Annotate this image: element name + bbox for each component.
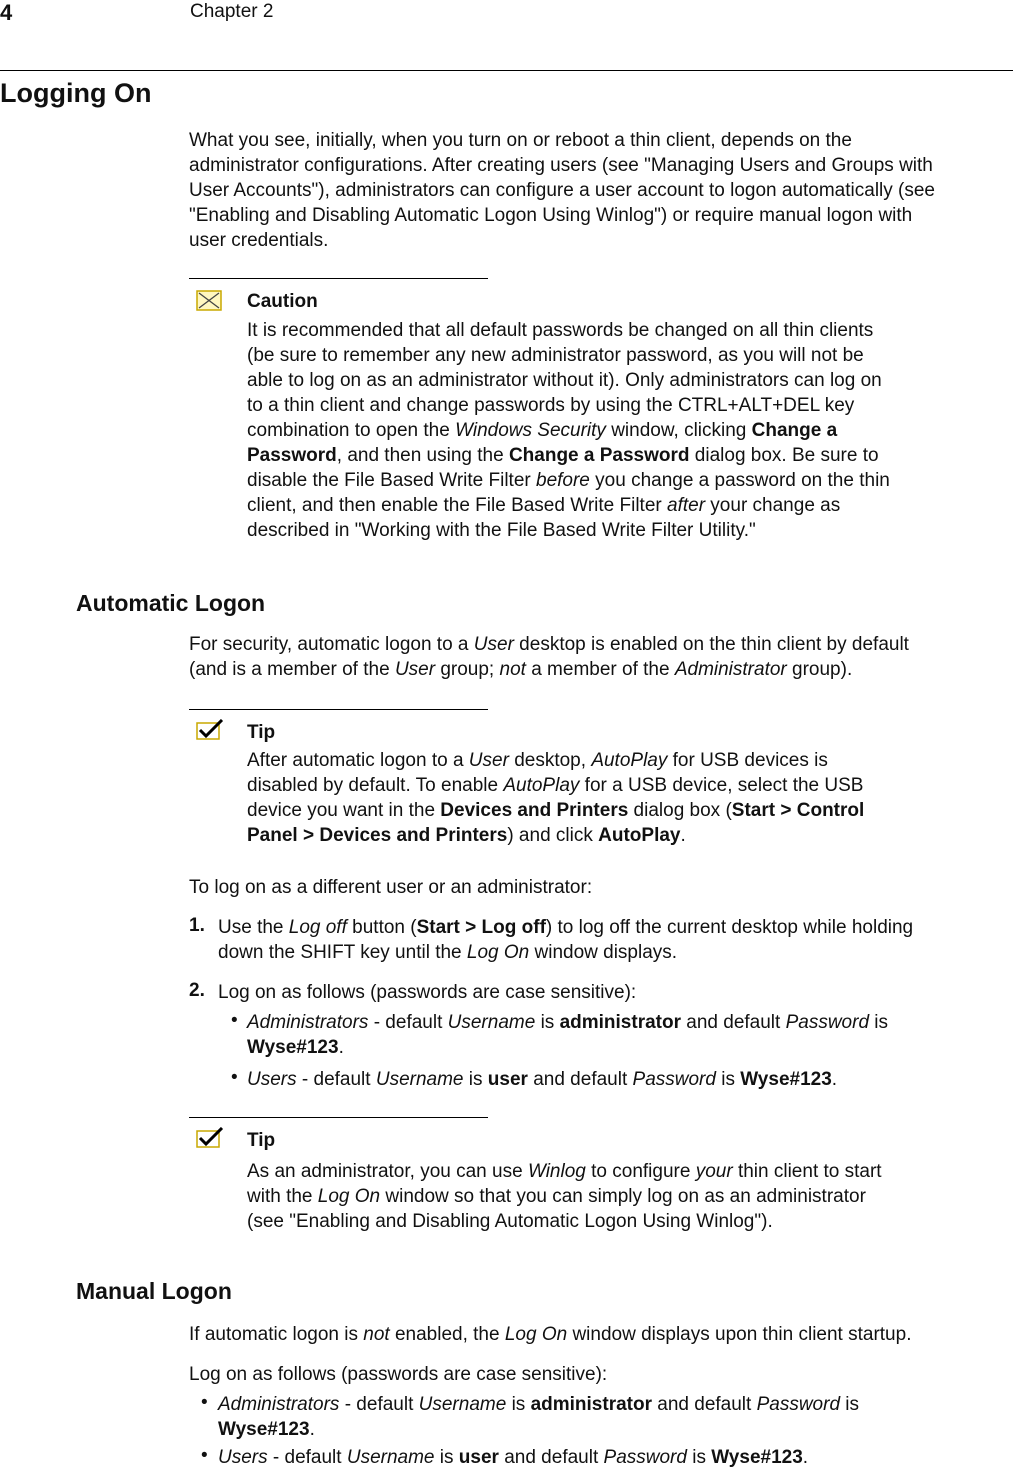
- caution-rule: [189, 278, 488, 279]
- bullet: •: [201, 1392, 208, 1413]
- intro-line: user credentials.: [189, 230, 329, 251]
- checkmark-icon: [196, 1127, 224, 1149]
- intro-line: administrator configurations. After creating users (see "Managing Users and Groups with: [189, 155, 933, 176]
- intro-line: What you see, initially, when you turn on or reboot a thin client, depends on the: [189, 130, 852, 151]
- page-number: 4: [0, 0, 13, 25]
- caution-line: described in "Working with the File Based Write Filter Utility.": [247, 520, 756, 541]
- manual-logon-heading: Manual Logon: [76, 1278, 232, 1304]
- manual-paragraph: If automatic logon is not enabled, the Log On window displays upon thin client startup.: [189, 1324, 912, 1345]
- admin-credentials: Administrators - default Username is administrator and default Password is Wyse#123.: [218, 1394, 860, 1440]
- caution-line: (be sure to remember any new administrator password, as you will not be: [247, 345, 864, 366]
- tip-body: As an administrator, you can use Winlog to configure your thin client to start with the Log On window so that you can simply log on as an administrator (see "Enabling and Disabling Automatic Logon Using Winlog").: [247, 1161, 882, 1232]
- step-1: Use the Log off button (Start > Log off) to log off the current desktop while holding down the SHIFT key until the Log On window displays.: [218, 917, 914, 963]
- intro-line: User Accounts"), administrators can configure a user account to logon automatically (see: [189, 180, 936, 201]
- user-credentials: Users - default Username is user and default Password is Wyse#123.: [247, 1069, 838, 1090]
- user-credentials: Users - default Username is user and default Password is Wyse#123.: [218, 1447, 809, 1468]
- caution-line: It is recommended that all default passwords be changed on all thin clients: [247, 320, 874, 341]
- caution-line: able to log on as an administrator without it). Only administrators can log on: [247, 370, 882, 391]
- caution-label: Caution: [247, 291, 318, 312]
- tip-body: After automatic logon to a User desktop, AutoPlay for USB devices is disabled by default. To enable AutoPlay for a USB device, select the USB device you want in the Devices and Printers dialog box (Start > Control Panel > Devices and Printers) and click AutoPlay.: [247, 750, 865, 846]
- admin-credentials: Administrators - default Username is administrator and default Password is Wyse#123.: [247, 1012, 889, 1058]
- caution-icon: [196, 290, 224, 312]
- chapter-label: Chapter 2: [190, 1, 274, 22]
- caution-line: disable the File Based Write Filter before you change a password on the thin: [247, 470, 890, 491]
- caution-line: combination to open the Windows Security window, clicking Change a: [247, 420, 838, 441]
- step-number: 1.: [189, 915, 205, 936]
- step-number: 2.: [189, 980, 205, 1001]
- step-2: Log on as follows (passwords are case sensitive):: [218, 982, 637, 1003]
- checkmark-icon: [196, 719, 224, 741]
- tip-label: Tip: [247, 722, 276, 743]
- automatic-paragraph: For security, automatic logon to a User desktop is enabled on the thin client by default (and is a member of the User group; not a member of the Administrator group).: [189, 634, 909, 680]
- manual-lead: Log on as follows (passwords are case sensitive):: [189, 1364, 608, 1385]
- header-rule: [0, 70, 1013, 71]
- intro-line: "Enabling and Disabling Automatic Logon Using Winlog") or require manual logon with: [189, 205, 913, 226]
- caution-body: [247, 318, 987, 543]
- caution-line: Password, and then using the Change a Password dialog box. Be sure to: [247, 445, 879, 466]
- section-title: Logging On: [0, 78, 152, 108]
- bullet: •: [201, 1445, 208, 1466]
- caution-line: client, and then enable the File Based Write Filter after your change as: [247, 495, 841, 516]
- tip-label: Tip: [247, 1130, 276, 1151]
- caution-line: to a thin client and change passwords by using the CTRL+ALT+DEL key: [247, 395, 855, 416]
- bullet: •: [231, 1067, 238, 1088]
- tip-rule: [189, 1117, 488, 1118]
- intro-paragraph: [189, 128, 1011, 253]
- tip-rule: [189, 709, 488, 710]
- automatic-logon-heading: Automatic Logon: [76, 590, 266, 616]
- bullet: •: [231, 1010, 238, 1031]
- lead-text: To log on as a different user or an administrator:: [189, 877, 593, 898]
